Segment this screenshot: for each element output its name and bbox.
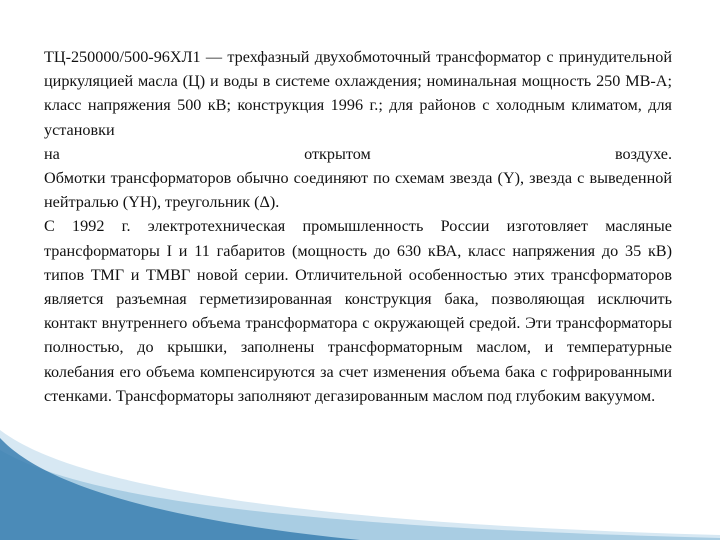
paragraph-1-main: ТЦ-250000/500-96ХЛ1 — трехфазный двухобмоточный трансформатор с принудительной циркуляцией масла (Ц) и воды в системе охлаждения; номинальная мощность 250 МВ-А; класс напряжения 500 кВ; конструкция 1996 г.; для районов с холодным климатом, для установки	[44, 48, 672, 139]
paragraph-3: С 1992 г. электротехническая промышленность России изготовляет масляные трансформаторы I и 11 габаритов (мощность до 630 кВА, класс напряжения до 35 кВ) типов ТМГ и ТМВГ новой серии. Отличительной особенностью этих трансформаторов является разъемная герметизированная конструкция бака, позволяющая исключить контакт внутреннего объема трансформатора с окружающей средой. Эти трансформаторы полностью, до крышки, заполнены трансформаторным маслом, и температурные колебания его объема компенсируются за счет изменения объема бака с гофрированными стенками. Трансформаторы заполняют дегазированным маслом под глубоким вакуумом.	[44, 217, 672, 405]
paragraph-2: Обмотки трансформаторов обычно соединяют по схемам звезда (Y), звезда с выведенной нейтралью (YН), треугольник (Δ).	[44, 169, 672, 212]
paragraph-1-tail: на открытом воздухе.	[44, 144, 672, 163]
body-text	[44, 45, 672, 408]
corner-wave-decoration	[0, 430, 720, 540]
